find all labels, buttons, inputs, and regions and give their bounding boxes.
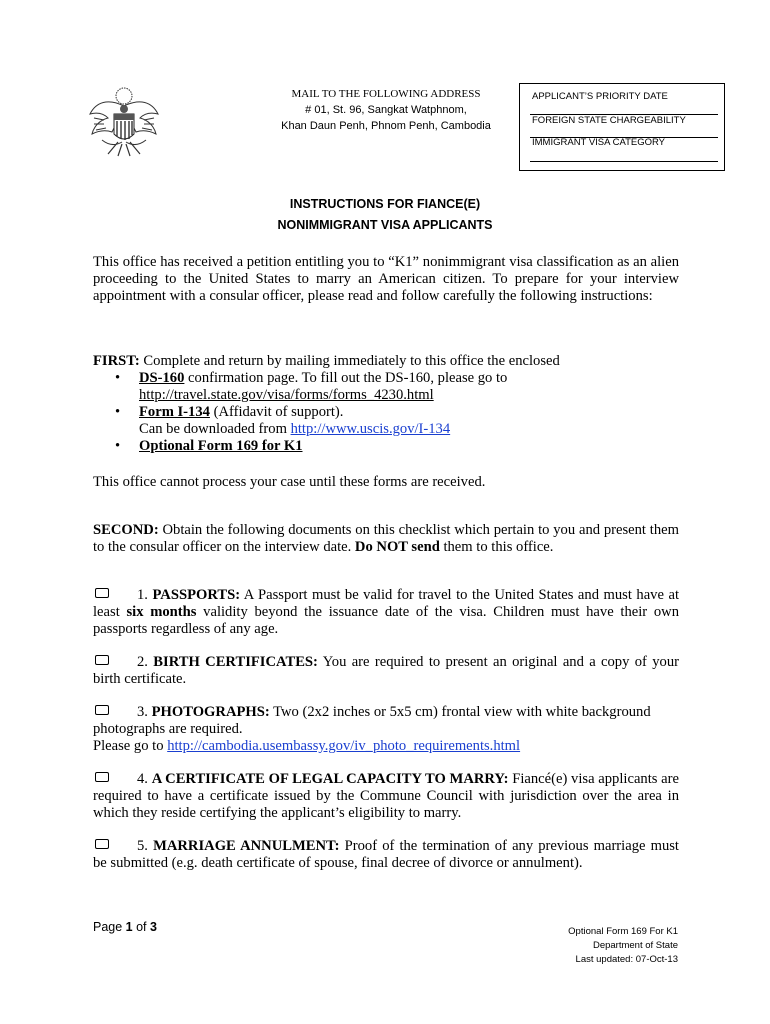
second-tail: them to this office.: [439, 539, 554, 555]
checklist-passports: 1. PASSPORTS: A Passport must be valid for travel to the United States and must have at least six months validity beyond the issuance date of the visa. Children must have their own passports regardless of any age.: [93, 587, 679, 637]
form169-label: Optional Form 169 for K1: [139, 438, 303, 454]
first-text: Complete and return by mailing immediately to this office the enclosed: [139, 353, 560, 369]
bullet-icon: •: [115, 370, 121, 386]
do-not-send: Do NOT send: [354, 539, 440, 555]
bullet-icon: •: [115, 438, 121, 454]
title-line2: NONIMMIGRANT VISA APPLICANTS: [277, 218, 493, 232]
list-item: [93, 404, 683, 438]
bullet-icon: •: [115, 404, 121, 420]
footer-last-updated: Last updated: 07-Oct-13: [575, 954, 678, 965]
title-line1: INSTRUCTIONS FOR FIANCE(E): [289, 197, 481, 211]
list-item: [93, 370, 683, 404]
ds160-url[interactable]: http://travel.state.gov/visa/forms/forms_4230.html: [139, 387, 434, 403]
foreign-state-label: FOREIGN STATE CHARGEABILITY: [532, 115, 686, 126]
applicant-info-box: [519, 83, 725, 171]
ds160-text: confirmation page. To fill out the DS-160, please go to: [184, 370, 508, 386]
checklist-birth-certificates: 2. BIRTH CERTIFICATES: You are required to present an original and a copy of your birth certificate.: [93, 654, 679, 687]
visa-category-label: IMMIGRANT VISA CATEGORY: [532, 137, 666, 148]
i134-label: Form I-134: [139, 404, 210, 420]
ds160-label: DS-160: [139, 370, 185, 386]
enclosed-forms-list: [93, 370, 683, 455]
second-paragraph: [93, 522, 679, 556]
address-heading: MAIL TO THE FOLLOWING ADDRESS: [291, 88, 481, 100]
address-street: # 01, St. 96, Sangkat Watphnom,: [305, 104, 467, 116]
passports-title: PASSPORTS:: [152, 587, 241, 603]
first-paragraph: [93, 353, 679, 370]
checkbox-passports[interactable]: [95, 588, 109, 598]
document-title: [0, 194, 770, 236]
checkbox-legal-capacity[interactable]: [95, 772, 109, 782]
footer-form-info: [568, 925, 678, 967]
footer-form-name: Optional Form 169 For K1: [568, 926, 678, 937]
first-label: FIRST:: [93, 353, 140, 369]
annulment-title: MARRIAGE ANNULMENT:: [153, 838, 340, 854]
checkbox-marriage-annulment[interactable]: [95, 839, 109, 849]
checkbox-birth-certificates[interactable]: [95, 655, 109, 665]
checklist-marriage-annulment: 5. MARRIAGE ANNULMENT: Proof of the termination of any previous marriage must be submitted (e.g. death certificate of spouse, final decree of divorce or annulment).: [93, 838, 679, 871]
checklist-photographs: 3. PHOTOGRAPHS: Two (2x2 inches or 5x5 cm) frontal view with white background photographs are required. Please go to http://cambodia.usembassy.gov/iv_photo_requirements.html: [93, 704, 651, 754]
checkbox-photographs[interactable]: [95, 705, 109, 715]
second-label: SECOND:: [93, 522, 159, 538]
us-great-seal-eagle-icon: [88, 84, 160, 158]
visa-category-line: [530, 161, 718, 162]
legal-capacity-title: A CERTIFICATE OF LEGAL CAPACITY TO MARRY:: [151, 771, 509, 787]
forms-required-note: This office cannot process your case until these forms are received.: [93, 474, 486, 490]
photographs-title: PHOTOGRAPHS:: [151, 704, 270, 720]
page-number: Page 1 of 3: [93, 920, 157, 934]
i134-text: (Affidavit of support).: [209, 404, 344, 420]
six-months: six months: [126, 604, 197, 620]
intro-paragraph: This office has received a petition entitling you to “K1” nonimmigrant visa classification as an alien proceeding to the United States to marry an American citizen. To prepare for your interview appointment with a consular officer, please read and follow carefully the following instructions:: [93, 254, 679, 304]
birth-cert-title: BIRTH CERTIFICATES:: [153, 654, 318, 670]
list-item: [93, 438, 683, 455]
priority-date-label: APPLICANT’S PRIORITY DATE: [532, 91, 668, 102]
footer-department: Department of State: [592, 940, 678, 951]
photo-requirements-link[interactable]: http://cambodia.usembassy.gov/iv_photo_requirements.html: [167, 738, 521, 754]
i134-download-prefix: Can be downloaded from: [139, 421, 291, 437]
second-text: Obtain the following documents on this checklist which pertain to you and present them to the consular officer on the interview date.: [93, 522, 679, 555]
checklist-legal-capacity: 4. A CERTIFICATE OF LEGAL CAPACITY TO MARRY: Fiancé(e) visa applicants are required to have a certificate issued by the Commune Council with jurisdiction over the area in which they reside certifying the applicant’s eligibility to marry.: [93, 771, 679, 821]
i134-link[interactable]: http://www.uscis.gov/I-134: [290, 421, 451, 437]
mailing-address: [260, 86, 512, 134]
address-city: Khan Daun Penh, Phnom Penh, Cambodia: [281, 120, 491, 132]
